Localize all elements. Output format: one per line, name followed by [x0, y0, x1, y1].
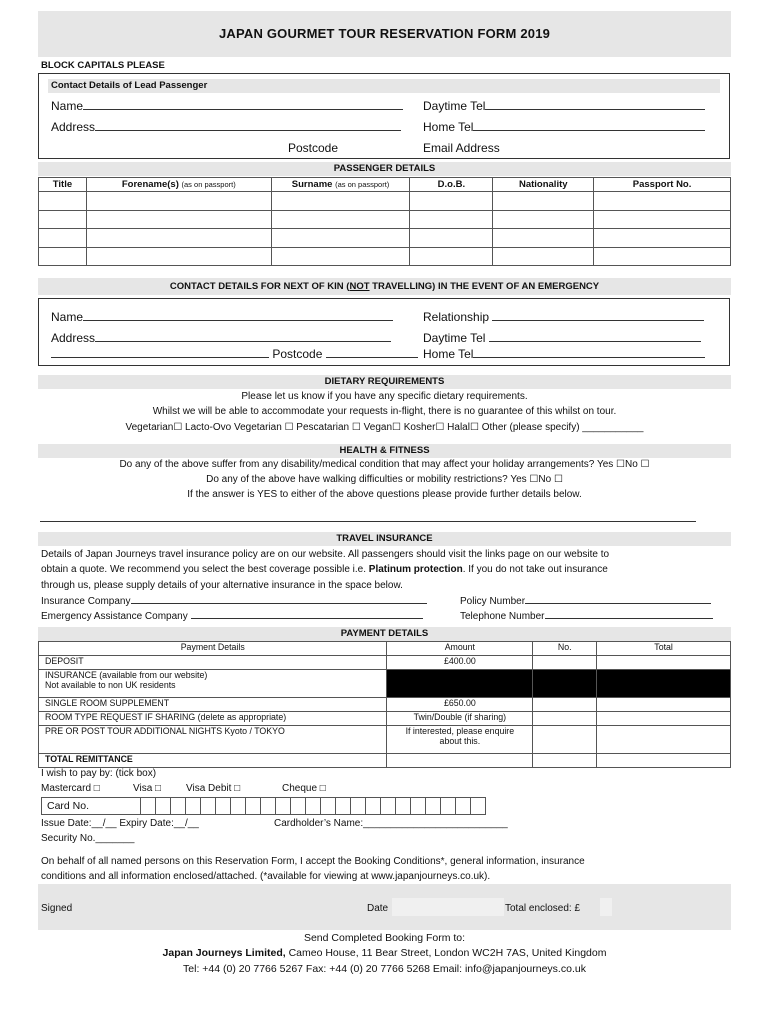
lead-daytime-tel-field[interactable]: Daytime Tel — [423, 99, 705, 113]
table-row[interactable] — [39, 229, 731, 248]
col-nationality: Nationality — [493, 178, 594, 192]
declaration-line-2: conditions and all information enclosed/attached. (*available for viewing at www.japanjourneys.co.uk). — [41, 871, 491, 882]
blacked-cell — [597, 670, 731, 698]
card-number-field[interactable] — [41, 797, 486, 815]
block-capitals-note: BLOCK CAPITALS PLEASE — [41, 60, 165, 71]
policy-number-field[interactable]: Policy Number — [460, 595, 711, 607]
kin-postcode-field[interactable]: Postcode — [51, 347, 418, 361]
col-surname: Surname (as on passport) — [271, 178, 410, 192]
visa-checkbox[interactable]: Visa □ — [133, 783, 162, 794]
insurance-text-a: Details of Japan Journeys travel insurance policy are on our website. All passengers should visit the links page on our website to — [41, 549, 610, 560]
insurance-text-b: obtain a quote. We recommend you select the best coverage possible i.e. Platinum protection. If you do not take out insurance — [41, 564, 608, 575]
col-total: Total — [597, 642, 731, 656]
table-row[interactable]: PRE OR POST TOUR ADDITIONAL NIGHTS Kyoto / TOKYO If interested, please enquire about this. — [39, 726, 731, 754]
total-enclosed-label: Total enclosed: £ — [505, 903, 581, 914]
col-dob: D.o.B. — [410, 178, 493, 192]
passenger-table — [38, 177, 731, 266]
col-number: No. — [533, 642, 597, 656]
health-question-1[interactable]: Do any of the above suffer from any disability/medical condition that may affect your holiday arrangements? Yes ☐No ☐ — [119, 459, 650, 470]
dietary-line-2: Whilst we will be able to accommodate your requests in-flight, there is no guarantee of this whilst on tour. — [152, 406, 617, 417]
blacked-cell — [533, 670, 597, 698]
table-row[interactable]: DEPOSIT £400.00 — [39, 656, 731, 670]
health-question-3: If the answer is YES to either of the above questions please provide further details below. — [187, 489, 582, 500]
signed-label: Signed — [41, 903, 73, 914]
issue-expiry-field[interactable]: Issue Date:__/__ Expiry Date:__/__ — [41, 818, 199, 829]
visa-debit-checkbox[interactable]: Visa Debit □ — [186, 783, 241, 794]
insurance-company-field[interactable]: Insurance Company — [41, 595, 427, 607]
payment-table — [38, 641, 731, 768]
col-payment-details: Payment Details — [39, 642, 387, 656]
col-title: Title — [39, 178, 87, 192]
col-passport: Passport No. — [594, 178, 731, 192]
total-enclosed-input[interactable] — [600, 898, 612, 916]
security-number-field[interactable]: Security No._______ — [41, 833, 135, 844]
mastercard-checkbox[interactable]: Mastercard □ — [41, 783, 100, 794]
blacked-cell — [387, 670, 533, 698]
kin-daytime-tel-field[interactable]: Daytime Tel — [423, 331, 701, 345]
dietary-heading: DIETARY REQUIREMENTS — [38, 375, 731, 389]
cheque-checkbox[interactable]: Cheque □ — [282, 783, 326, 794]
company-address-line: Japan Journeys Limited, Cameo House, 11 Bear Street, London WC2H 7AS, United Kingdom — [162, 947, 607, 959]
health-question-2[interactable]: Do any of the above have walking difficulties or mobility restrictions? Yes ☐No ☐ — [206, 474, 563, 485]
table-row[interactable]: TOTAL REMITTANCE — [39, 754, 731, 768]
next-of-kin-heading: CONTACT DETAILS FOR NEXT OF KIN (NOT TRAVELLING) IN THE EVENT OF AN EMERGENCY — [38, 278, 731, 295]
table-row[interactable] — [39, 192, 731, 211]
kin-address-field[interactable]: Address — [51, 331, 391, 345]
table-row[interactable]: ROOM TYPE REQUEST IF SHARING (delete as appropriate) Twin/Double (if sharing) — [39, 712, 731, 726]
lead-name-field[interactable]: Name — [51, 99, 403, 113]
passenger-table-header — [39, 178, 731, 192]
col-amount: Amount — [387, 642, 533, 656]
insurance-heading: TRAVEL INSURANCE — [38, 532, 731, 546]
assistance-company-field[interactable]: Emergency Assistance Company — [41, 610, 423, 622]
passenger-details-heading: PASSENGER DETAILS — [38, 162, 731, 176]
cardholder-name-field[interactable]: Cardholder’s Name:__________________________ — [274, 818, 508, 829]
dietary-line-1: Please let us know if you have any specific dietary requirements. — [241, 391, 528, 402]
lead-email-label: Email Address — [423, 141, 500, 155]
lead-home-tel-field[interactable]: Home Tel — [423, 120, 705, 134]
table-row[interactable] — [39, 210, 731, 229]
payment-table-header — [39, 642, 731, 656]
table-row[interactable]: SINGLE ROOM SUPPLEMENT £650.00 — [39, 698, 731, 712]
pay-by-label: I wish to pay by: (tick box) — [41, 768, 157, 779]
kin-name-field[interactable]: Name — [51, 310, 393, 324]
insurance-telephone-field[interactable]: Telephone Number — [460, 610, 713, 622]
page-title: JAPAN GOURMET TOUR RESERVATION FORM 2019 — [218, 26, 551, 41]
lead-contact-heading: Contact Details of Lead Passenger — [48, 79, 720, 93]
kin-home-tel-field[interactable]: Home Tel — [423, 347, 705, 361]
col-forename: Forename(s) (as on passport) — [86, 178, 271, 192]
send-to-line: Send Completed Booking Form to: — [303, 932, 466, 944]
dietary-options[interactable]: Vegetarian☐ Lacto-Ovo Vegetarian ☐ Pescatarian ☐ Vegan☐ Kosher☐ Halal☐ Other (please specify) ___________ — [125, 422, 644, 433]
insurance-text-c: through us, please supply details of your alternative insurance in the space below. — [41, 580, 403, 591]
company-contact-line: Tel: +44 (0) 20 7766 5267 Fax: +44 (0) 20 7766 5268 Email: info@japanjourneys.co.uk — [183, 963, 586, 975]
card-number-label: Card No. — [41, 797, 141, 815]
table-row[interactable] — [39, 247, 731, 266]
kin-relationship-field[interactable]: Relationship — [423, 310, 704, 324]
date-label: Date — [367, 903, 389, 914]
payment-heading: PAYMENT DETAILS — [38, 627, 731, 641]
declaration-line-1: On behalf of all named persons on this Reservation Form, I accept the Booking Conditions*, general information, insurance — [41, 856, 585, 867]
health-details-line[interactable] — [40, 521, 696, 522]
table-row[interactable]: INSURANCE (available from our website) Not available to non UK residents — [39, 670, 731, 698]
health-heading: HEALTH & FITNESS — [38, 444, 731, 458]
lead-address-field[interactable]: Address — [51, 120, 401, 134]
lead-postcode-label: Postcode — [288, 141, 339, 155]
date-input[interactable] — [392, 898, 504, 916]
